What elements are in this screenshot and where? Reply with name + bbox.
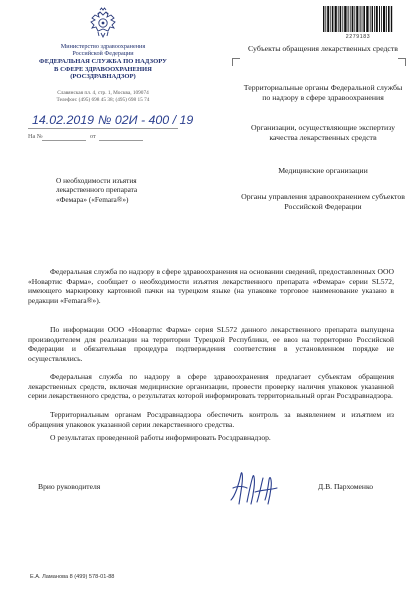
paragraph-text: По информации ООО «Новартис Фарма» серия SL572 данного лекарственного препарата выпущена производителем для реализации на территории Турецкой Республики, ее ввоз на территорию Российской Федерации и обязательная процедура подтверждения соответствия в установленном порядке не осуществлялись.	[28, 325, 394, 363]
registration-date: 14.02.2019	[32, 113, 95, 127]
agency-line-2: В СФЕРЕ ЗДРАВООХРАНЕНИЯ	[54, 65, 152, 73]
addressee-2: Территориальные органы Федеральной службы по надзору в сфере здравоохранения	[243, 83, 403, 102]
handwritten-signature-icon	[225, 466, 287, 508]
ministry-line-1: Министерство здравоохранения	[60, 43, 146, 50]
ministry-name	[20, 43, 186, 58]
reply-from-label: от	[90, 133, 96, 140]
subject-line-2: лекарственного препарата	[56, 185, 138, 195]
subject-line-3: «Фемара» («Femara®»)	[56, 194, 129, 204]
paragraph-text: Территориальным органам Росздравнадзора обеспечить контроль за выявлением и изъятием из обращения упаковок указанной серии лекарственного средства.	[28, 410, 394, 429]
body-paragraph-5	[28, 433, 394, 443]
subject-line-1: О необходимости изъятия	[56, 176, 137, 185]
addressee-4: Медицинские организации	[278, 166, 368, 175]
body-paragraph-3	[28, 372, 394, 401]
paragraph-text: Федеральная служба по надзору в сфере здравоохранения на основании сведений, предоставленных ООО «Новартис Фарма», сообщает о необходимости изъятия лекарственного препарата «Фемара» серии SL572, имеющего маркировку картонной пачки на турецком языке (на упаковке торговое наименование указано в редакции «Femara®»).	[28, 267, 394, 305]
body-paragraph-1	[28, 267, 394, 305]
barcode-icon	[323, 6, 393, 32]
agency-address	[20, 90, 186, 104]
reply-to-number-line	[42, 140, 86, 141]
double-headed-eagle-emblem-icon	[86, 6, 120, 40]
signatory-title: Врио руководителя	[38, 482, 101, 491]
agency-line-3: (РОСЗДРАВНАДЗОР)	[70, 73, 136, 81]
paragraph-text: Федеральная служба по надзору в сфере здравоохранения предлагает субъектам обращения лекарственных средств, включая медицинские организации, провести проверку наличия упаковок указанной серии лекарственного средства, о результатах которой информировать территориальный орган Росздравнадзора.	[28, 372, 394, 400]
addressee-corner-mark-left	[232, 58, 240, 66]
paragraph-text: О результатах проведенной работы информировать Росздравнадзор.	[50, 433, 271, 442]
reply-from-date-line	[99, 140, 143, 141]
signatory-name: Д.В. Пархоменко	[318, 482, 374, 491]
reply-to-label: На №	[28, 133, 43, 140]
addressee-corner-mark-right	[398, 58, 406, 66]
addressee-1: Субъекты обращения лекарственных средств	[248, 44, 398, 53]
body-paragraph-2	[28, 325, 394, 363]
addressee-3: Организации, осуществляющие экспертизу качества лекарственных средств	[250, 123, 396, 142]
ministry-line-2: Российской Федерации	[72, 50, 134, 58]
executor-contact: Е.А. Ламанова 8 (499) 578-01-88	[30, 574, 115, 580]
agency-name	[20, 58, 186, 81]
agency-line-1: ФЕДЕРАЛЬНАЯ СЛУЖБА ПО НАДЗОРУ	[39, 58, 167, 65]
address-line-2: Телефон: (495) 698 45 38; (495) 698 15 74	[56, 96, 150, 103]
barcode-number: 2279183	[345, 34, 371, 40]
body-paragraph-4	[28, 410, 394, 429]
addressee-5: Органы управления здравоохранением субъектов Российской Федерации	[241, 192, 405, 211]
address-line-1: Славянская пл. 4, стр. 1, Москва, 109074	[57, 90, 149, 96]
letter-subject	[56, 176, 206, 204]
registration-underline	[28, 128, 178, 129]
registration-number: № 02И - 400 / 19	[98, 113, 194, 127]
